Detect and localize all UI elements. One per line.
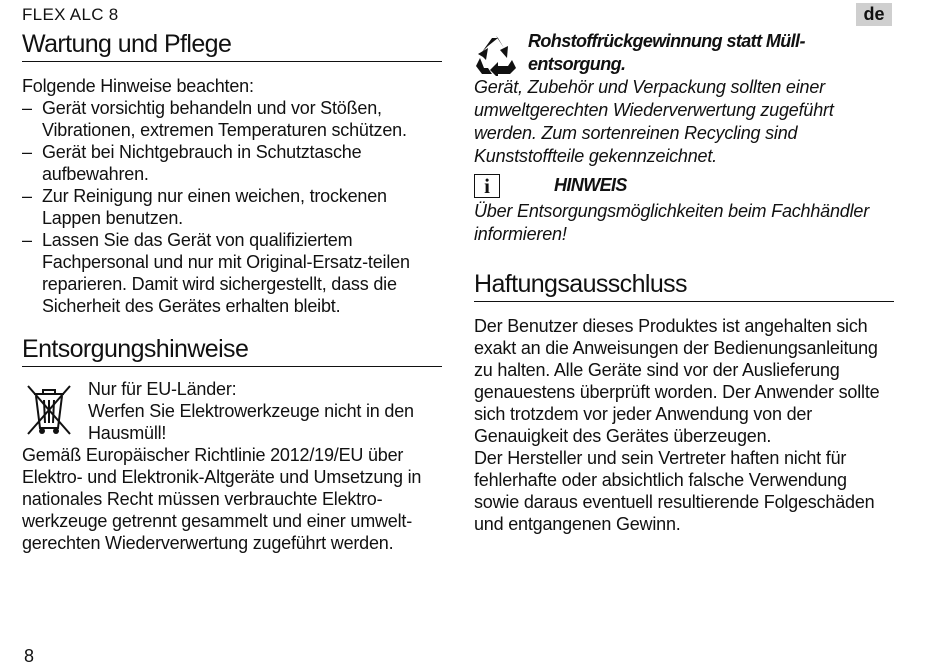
right-column — [474, 30, 894, 535]
page-number: 8 — [24, 646, 35, 666]
list-item: – Gerät vorsichtig behandeln und vor Stößen, Vibrationen, extremen Temperaturen schützen. — [22, 97, 442, 141]
section-wartung — [22, 30, 442, 317]
wartung-list — [22, 97, 442, 317]
hinweis-text: Über Entsorgungsmöglichkeiten beim Fachhändler informieren! — [474, 201, 870, 244]
wartung-intro: Folgende Hinweise beachten: — [22, 76, 254, 96]
left-column — [22, 30, 442, 554]
list-item: – Gerät bei Nichtgebrauch in Schutztasche aufbewahren. — [22, 141, 442, 185]
section-title-haftung: Haftungsausschluss — [474, 270, 894, 302]
household-waste-warning: Werfen Sie Elektrowerkzeuge nicht in den Hausmüll! — [88, 401, 414, 443]
haftung-paragraph-2: Der Hersteller und sein Vertreter haften nicht für fehlerhafte oder absichtlich falsche Verwendung sowie daraus eventuell resultierende Folgeschäden und entgangenen Gewinn. — [474, 448, 875, 534]
running-head: FLEX ALC 8 — [22, 5, 119, 24]
language-badge: de — [856, 3, 892, 26]
directive-text: Gemäß Europäischer Richtlinie 2012/19/EU über Elektro- und Elektronik-Altgeräte und Umsetzung in nationales Recht müssen verbrauchte Elektro-werkzeuge getrennt gesammelt und einer umwelt-gerechten Wiederverwertung zugeführt werden. — [22, 445, 422, 553]
list-item: – Lassen Sie das Gerät von qualifiziertem Fachpersonal und nur mit Original-Ersatz-teilen reparieren. Damit wird sichergestellt, dass die Sicherheit des Gerätes erhalten bleibt. — [22, 229, 442, 317]
section-title-entsorgung: Entsorgungshinweise — [22, 335, 442, 367]
section-hinweis — [474, 174, 894, 246]
section-recycling — [474, 30, 894, 168]
section-haftung — [474, 270, 894, 535]
weee-notice — [22, 378, 442, 444]
recycling-text: Gerät, Zubehör und Verpackung sollten einer umweltgerechten Wiederverwertung zugeführt werden. Zum sortenreinen Recycling sind Kunststoffteile gekennzeichnet. — [474, 77, 834, 166]
haftung-paragraph-1: Der Benutzer dieses Produktes ist angehalten sich exakt an die Anweisungen der Bedienungsanleitung zu halten. Alle Geräte sind vor der Auslieferung genauestens überprüft worden. Der Anwender sollte sich trotzdem vor jeder Anwendung von der Genauigkeit des Gerätes überzeugen. — [474, 316, 880, 446]
section-entsorgung — [22, 335, 442, 554]
section-title-wartung: Wartung und Pflege — [22, 30, 442, 62]
recycling-icon — [474, 34, 518, 76]
list-item: – Zur Reinigung nur einen weichen, trockenen Lappen benutzen. — [22, 185, 442, 229]
crossed-out-wheelie-bin-icon — [24, 380, 74, 436]
hinweis-label: HINWEIS — [554, 175, 627, 195]
recycling-title: Rohstoffrückgewinnung statt Müll-entsorgung. — [528, 31, 805, 74]
info-icon: i — [474, 174, 500, 198]
eu-only-label: Nur für EU-Länder: — [88, 379, 237, 399]
